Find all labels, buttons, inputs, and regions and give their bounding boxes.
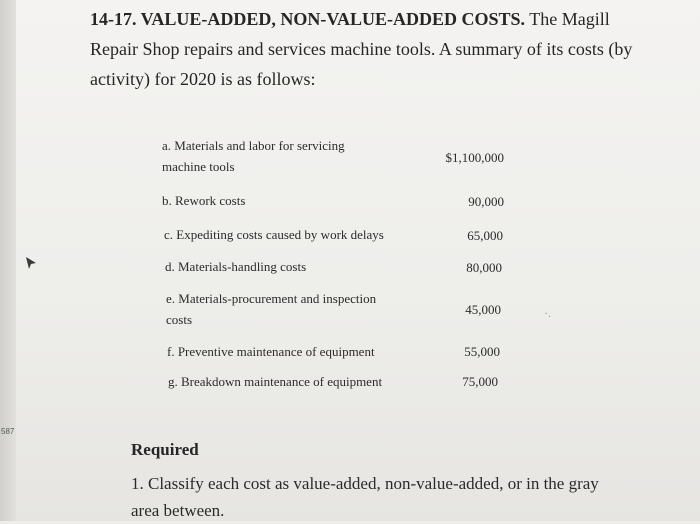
cursor-arrow-icon — [24, 256, 38, 270]
cost-amount-b: 90,000 — [468, 194, 504, 209]
required-item-1: 1. Classify each cost as value-added, non-value-added, or in the gray area between. — [131, 474, 599, 520]
cost-amount-c: 65,000 — [467, 228, 503, 243]
cost-amount-d: 80,000 — [466, 260, 502, 275]
adjacent-page-edge — [0, 0, 16, 521]
stray-mark: ·. — [544, 306, 551, 320]
problem-intro: The Magill Repair Shop repairs and services machine tools. A summary of its costs (by activity) for 2020 is as follows: — [90, 9, 633, 89]
page-number: 587 — [1, 427, 15, 436]
cost-label-c: c. Expediting costs caused by work delays — [164, 227, 384, 242]
problem-title: 14-17. VALUE-ADDED, NON-VALUE-ADDED COSTS. — [90, 9, 526, 29]
cost-label-b: b. Rework costs — [162, 193, 246, 208]
required-heading: Required — [131, 440, 199, 459]
cost-amount-e: 45,000 — [465, 302, 501, 317]
cost-label-e: e. Materials-procurement and inspection costs — [166, 291, 377, 327]
cost-label-g: g. Breakdown maintenance of equipment — [168, 374, 383, 389]
problem-header — [90, 4, 650, 94]
cost-amount-a: $1,100,000 — [445, 150, 504, 165]
cost-label-d: d. Materials-handling costs — [165, 259, 307, 274]
cost-amount-f: 55,000 — [464, 344, 500, 359]
cost-label-f: f. Preventive maintenance of equipment — [167, 344, 375, 359]
cost-amount-g: 75,000 — [462, 374, 498, 389]
cost-label-a: a. Materials and labor for servicing machine tools — [162, 138, 345, 174]
